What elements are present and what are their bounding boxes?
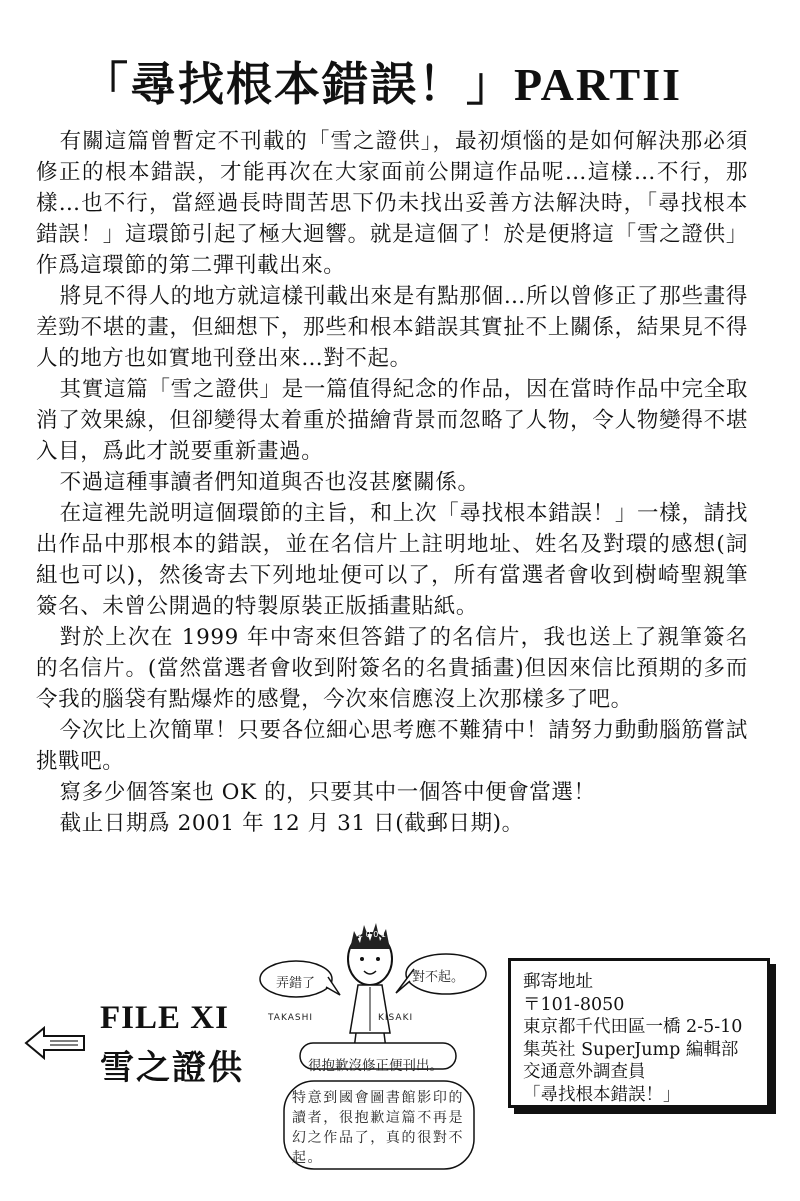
paragraph: 截止日期爲 2001 年 12 月 31 日(截郵日期)。 [59,811,524,836]
page-title [82,48,782,114]
file-label: FILE XI [100,1000,229,1036]
author-last-name: KISAKI [378,1013,414,1023]
paragraph: 對於上次在 1999 年中寄來但答錯了的名信片，我也送上了親筆簽名的名信片。(當然當選者會收到附簽名的名貴插畫)但因來信比預期的多而令我的腦袋有點爆炸的感覺，今次來信應沒上次那樣多了吧。 [36,625,748,712]
address-heading: 郵寄地址 [523,972,593,992]
address-line: 交通意外調查員 [523,1062,646,1082]
paragraph: 寫多少個答案也 OK 的，只要其中一個答中便會當選！ [59,780,596,805]
title-main: 「尋找根本錯誤！」 [82,57,514,111]
paragraph: 今次比上次簡單！只要各位細心思考應不難猜中！請努力動動腦筋嘗試挑戰吧。 [36,718,748,774]
story-title: 雪之證供 [100,1048,244,1088]
paragraph: 不過這種事讀者們知道與否也沒甚麼關係。 [59,470,480,495]
author-first-name: TAKASHI [268,1013,313,1023]
arrow-left-icon [24,1026,86,1060]
title-part: PARTII [514,59,682,110]
address-line: 「尋找根本錯誤！」 [523,1084,681,1105]
address-line: 集英社 SuperJump 編輯部 [523,1039,739,1060]
speech-bubble-right: 對不起。 [412,970,465,985]
article-body [36,126,748,839]
speech-bubble-left: 弄錯了 [276,976,316,991]
paragraph: 將見不得人的地方就這樣刊載出來是有點那個…所以曾修正了那些畫得差勁不堪的畫，但細想下，那些和根本錯誤其實扯不上關係，結果見不得人的地方也如實地刊登出來…對不起。 [36,284,748,371]
address-line: 東京都千代田區一橋 2-5-10 [523,1017,743,1037]
paragraph: 在這裡先説明這個環節的主旨，和上次「尋找根本錯誤！」一樣，請找出作品中那根本的錯誤，並在名信片上註明地址、姓名及對環的感想(詞組也可以)，然後寄去下列地址便可以了，所有當選者會收到樹崎聖親筆簽名、未曾公開過的特製原裝正版插畫貼紙。 [36,501,748,619]
speech-bubble-note: 特意到國會圖書館影印的讀者，很抱歉這篇不再是幻之作品了，真的很對不起。 [292,1090,464,1166]
paragraph: 其實這篇「雪之證供」是一篇值得紀念的作品，因在當時作品中完全取消了效果線，但卻變得太着重於描繪背景而忽略了人物，令人物變得不堪入目，爲此才説要重新畫過。 [36,377,748,464]
speech-bubble-apology: 很抱歉沒修正便刊出。 [308,1058,443,1074]
paragraph: 有關這篇曾暫定不刊載的「雪之證供」，最初煩惱的是如何解決那必須修正的根本錯誤，才能再次在大家面前公開這作品呢…這樣…不行，那樣…也不行，當經過長時間苦思下仍未找出妥善方法解決時，「尋找根本錯誤！」這環節引起了極大迴響。就是這個了！於是便將這「雪之證供」作爲這環節的第二彈刊載出來。 [36,129,748,278]
mailing-address-box [508,958,770,1108]
svg-text:2 0 0 1: 2 0 0 1 [358,930,386,939]
address-postal-code: 〒101-8050 [523,994,625,1015]
